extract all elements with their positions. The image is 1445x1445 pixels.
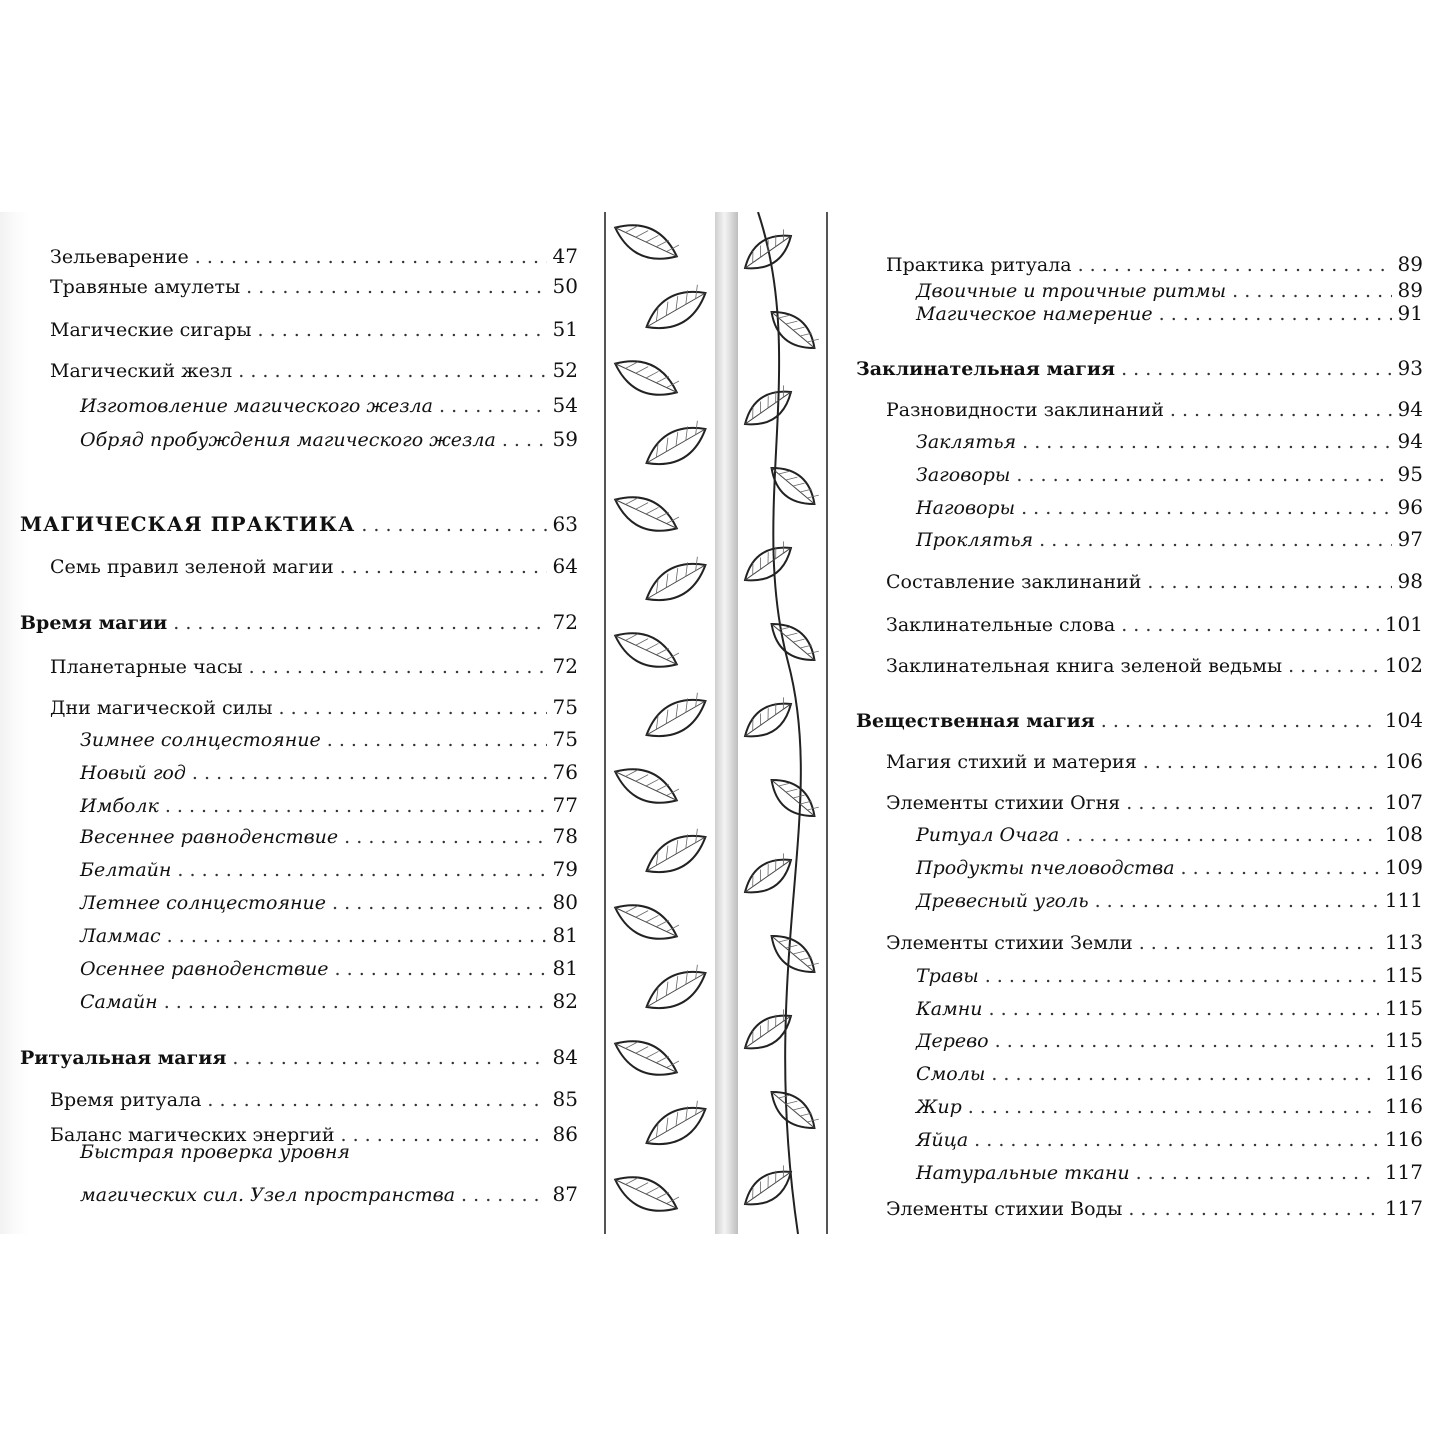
toc-entry-title: Заклинательная магия (856, 358, 1116, 380)
leader-dots (1126, 794, 1379, 813)
toc-page-number: 96 (1397, 495, 1423, 519)
toc-page-number: 75 (552, 695, 578, 719)
leaf-icon (609, 1167, 682, 1221)
toc-page-number: 89 (1397, 252, 1423, 276)
toc-entry (886, 792, 1423, 813)
toc-entry-title: Зельеварение (50, 246, 189, 268)
leader-dots (1128, 1200, 1378, 1219)
leaf-icon (764, 771, 822, 825)
leader-dots (173, 614, 546, 633)
toc-page-number: 64 (552, 554, 578, 578)
leaf-icon (640, 825, 713, 883)
toc-entry-title: Травяные амулеты (50, 276, 241, 298)
toc-entry (80, 762, 578, 783)
toc-entry (50, 319, 578, 340)
leader-dots (341, 1126, 547, 1145)
leader-dots (1078, 256, 1392, 275)
leader-dots (1016, 466, 1391, 485)
toc-entry (50, 1089, 578, 1110)
leader-dots (1181, 859, 1379, 878)
toc-page-number: 81 (552, 956, 578, 980)
toc-page-number: 97 (1397, 527, 1423, 551)
toc-page-number: 50 (552, 274, 578, 298)
toc-page-number: 87 (552, 1182, 578, 1206)
toc-page-number: 115 (1384, 996, 1423, 1020)
toc-entry-title: Изготовление магического жезла (80, 395, 433, 417)
leader-dots (207, 1091, 546, 1110)
toc-entry-title: Яйца (916, 1129, 969, 1151)
toc-entry-title: Планетарные часы (50, 656, 243, 678)
toc-page-number: 72 (552, 610, 578, 634)
leaf-icon (764, 1083, 822, 1137)
leader-dots (1232, 282, 1391, 301)
leader-dots (989, 1000, 1379, 1019)
toc-entry (916, 497, 1423, 518)
toc-entry-title: Жир (916, 1096, 962, 1118)
toc-entry-title: Элементы стихии Огня (886, 792, 1121, 814)
toc-page-number: 115 (1384, 1028, 1423, 1052)
leader-dots (1095, 892, 1379, 911)
toc-entry (916, 303, 1423, 324)
leader-dots (1121, 616, 1379, 635)
toc-entry (80, 991, 578, 1012)
leader-dots (335, 960, 547, 979)
toc-page-number: 79 (552, 857, 578, 881)
toc-page-number: 98 (1397, 569, 1423, 593)
toc-page-number: 116 (1384, 1061, 1423, 1085)
toc-page-number: 75 (552, 727, 578, 751)
leader-dots (995, 1032, 1379, 1051)
toc-page-number: 111 (1384, 888, 1423, 912)
toc-page-number: 117 (1384, 1196, 1423, 1220)
leaf-ornament-left (604, 212, 717, 1234)
leader-dots (192, 764, 547, 783)
toc-entry-title: Заклинательные слова (886, 614, 1116, 636)
leaf-icon (640, 1097, 713, 1155)
leader-dots (1159, 305, 1392, 324)
leaf-icon (609, 623, 682, 677)
leader-dots (195, 248, 547, 267)
toc-entry (916, 857, 1423, 878)
toc-entry (916, 890, 1423, 911)
leader-dots (344, 828, 546, 847)
toc-entry (80, 729, 578, 750)
toc-page-number: 102 (1384, 653, 1423, 677)
leaf-icon (738, 538, 798, 590)
toc-entry (916, 280, 1423, 301)
toc-page-number: 116 (1384, 1094, 1423, 1118)
leader-dots (249, 658, 547, 677)
toc-page-number: 47 (552, 244, 578, 268)
toc-page-number: 106 (1384, 749, 1423, 773)
toc-entry-title: Камни (916, 998, 983, 1020)
toc-entry-title: Новый год (80, 762, 186, 784)
toc-entry-title: Обряд пробуждения магического жезла (80, 429, 496, 451)
leader-dots (1039, 531, 1391, 550)
leader-dots (1065, 826, 1379, 845)
leaf-icon (609, 1031, 682, 1085)
toc-entry (80, 958, 578, 979)
toc-page-number: 115 (1384, 963, 1423, 987)
book-spread (0, 212, 1445, 1234)
toc-entry-title: Магический жезл (50, 360, 233, 382)
toc-page-number: 95 (1397, 462, 1423, 486)
leader-dots (461, 1186, 547, 1205)
leaf-icon (640, 417, 713, 475)
leader-dots (164, 993, 547, 1012)
right-toc (828, 212, 1445, 1234)
toc-entry (886, 399, 1423, 420)
leaf-icon (609, 759, 682, 813)
toc-entry-title: Заговоры (916, 464, 1011, 486)
leader-dots (1288, 657, 1379, 676)
toc-entry-title: Имболк (80, 795, 159, 817)
toc-entry (80, 395, 578, 416)
toc-entry (50, 556, 578, 577)
toc-entry (856, 358, 1423, 379)
toc-entry (916, 529, 1423, 550)
toc-entry-title: Наговоры (916, 497, 1016, 519)
leaf-icon (738, 850, 798, 902)
leader-dots (1021, 499, 1391, 518)
toc-page-number: 113 (1384, 930, 1423, 954)
leader-dots (991, 1065, 1379, 1084)
toc-entry (80, 795, 578, 816)
toc-entry-title: магических сил. Узел пространства (80, 1184, 456, 1206)
toc-entry (886, 932, 1423, 953)
toc-entry-title: Ритуальная магия (20, 1047, 227, 1069)
toc-entry-title: Вещественная магия (856, 710, 1095, 732)
toc-entry (916, 965, 1423, 986)
toc-page-number: 63 (552, 512, 578, 536)
toc-entry-title: Разновидности заклинаний (886, 399, 1164, 421)
toc-entry-title: Ритуал Очага (916, 824, 1060, 846)
toc-entry-title: Двоичные и троичные ритмы (916, 280, 1227, 302)
toc-entry (20, 612, 578, 633)
toc-entry-title: Травы (916, 965, 979, 987)
toc-entry (50, 656, 578, 677)
toc-page-number: 107 (1384, 790, 1423, 814)
toc-page-number: 94 (1397, 429, 1423, 453)
toc-entry-title: Дерево (916, 1030, 989, 1052)
leaf-icon (764, 615, 822, 669)
toc-entry-title: Элементы стихии Воды (886, 1198, 1123, 1220)
toc-entry-title: Самайн (80, 991, 158, 1013)
toc-entry-title: Осеннее равноденствие (80, 958, 329, 980)
toc-entry-title: Баланс магических энергий (50, 1124, 335, 1146)
toc-entry-title: Магическое намерение (916, 303, 1153, 325)
book-gutter (715, 212, 738, 1234)
toc-entry-title: Древесный уголь (916, 890, 1089, 912)
toc-entry (886, 571, 1423, 592)
toc-entry (916, 998, 1423, 1019)
toc-entry-title: Элементы стихии Земли (886, 932, 1133, 954)
toc-entry (80, 826, 578, 847)
toc-entry (50, 360, 578, 381)
toc-entry (886, 1198, 1423, 1219)
toc-page-number: 72 (552, 654, 578, 678)
leaf-icon (738, 1162, 798, 1214)
toc-entry (916, 1063, 1423, 1084)
leaf-icon (609, 215, 682, 269)
leader-dots (177, 861, 546, 880)
toc-entry (20, 514, 578, 535)
leader-dots (1170, 401, 1392, 420)
toc-entry-title: Смолы (916, 1063, 986, 1085)
leader-dots (439, 397, 547, 416)
toc-entry (80, 925, 578, 946)
leader-dots (1121, 360, 1391, 379)
toc-entry (916, 1129, 1423, 1150)
leader-dots (232, 1049, 546, 1068)
leader-dots (279, 699, 547, 718)
toc-entry-title: Белтайн (80, 859, 172, 881)
toc-entry (886, 751, 1423, 772)
toc-entry-title: Проклятья (916, 529, 1034, 551)
toc-entry (80, 892, 578, 913)
toc-entry (886, 614, 1423, 635)
toc-entry-title: Дни магической силы (50, 697, 273, 719)
toc-entry-title: Семь правил зеленой магии (50, 556, 334, 578)
leaf-icon (738, 226, 798, 278)
toc-entry (80, 859, 578, 880)
leaf-icon (640, 961, 713, 1019)
toc-entry (50, 276, 578, 297)
leaf-icon (609, 487, 682, 541)
leader-dots (502, 431, 547, 450)
toc-entry-title: МАГИЧЕСКАЯ ПРАКТИКА (20, 512, 356, 536)
leaf-icon (640, 553, 713, 611)
leader-dots (1101, 712, 1379, 731)
toc-page-number: 81 (552, 923, 578, 947)
leader-dots (1136, 1164, 1379, 1183)
toc-page-number: 91 (1397, 301, 1423, 325)
leaf-icon (609, 351, 682, 405)
toc-page-number: 86 (552, 1122, 578, 1146)
leaf-icon (738, 382, 798, 434)
leader-dots (985, 967, 1379, 986)
leaf-icon (640, 281, 713, 339)
toc-page-number: 54 (552, 393, 578, 417)
leaf-icon (640, 689, 713, 747)
toc-entry-title: Зимнее солнцестояние (80, 729, 321, 751)
toc-page-number: 94 (1397, 397, 1423, 421)
toc-page-number: 109 (1384, 855, 1423, 879)
toc-page-number: 78 (552, 824, 578, 848)
toc-page-number: 82 (552, 989, 578, 1013)
toc-entry-title: Магия стихий и материя (886, 751, 1137, 773)
leader-dots (332, 894, 547, 913)
leader-dots (974, 1131, 1379, 1150)
toc-page-number: 104 (1384, 708, 1423, 732)
toc-entry-title: Составление заклинаний (886, 571, 1142, 593)
toc-entry (856, 710, 1423, 731)
toc-page-number: 117 (1384, 1160, 1423, 1184)
toc-entry-title: Продукты пчеловодства (916, 857, 1175, 879)
toc-entry (916, 1096, 1423, 1117)
toc-entry-title: Магические сигары (50, 319, 252, 341)
toc-page-number: 51 (552, 317, 578, 341)
toc-entry (916, 824, 1423, 845)
leader-dots (258, 321, 547, 340)
toc-entry (80, 429, 578, 450)
toc-page-number: 85 (552, 1087, 578, 1111)
leaf-icon (764, 303, 822, 357)
toc-page-number: 84 (552, 1045, 578, 1069)
right-page (828, 212, 1445, 1234)
leader-dots (361, 516, 546, 535)
toc-page-number: 77 (552, 793, 578, 817)
toc-page-number: 108 (1384, 822, 1423, 846)
leaf-ornament-right (738, 212, 828, 1234)
toc-page-number: 76 (552, 760, 578, 784)
toc-entry-title: Ламмас (80, 925, 161, 947)
leader-dots (340, 558, 547, 577)
leader-dots (968, 1098, 1379, 1117)
leaf-icon (738, 1006, 798, 1058)
leader-dots (1147, 573, 1391, 592)
toc-entry (886, 254, 1423, 275)
leader-dots (327, 731, 547, 750)
leader-dots (1022, 433, 1391, 452)
leaf-icon (764, 459, 822, 513)
toc-page-number: 89 (1397, 278, 1423, 302)
leader-dots (1139, 934, 1379, 953)
toc-entry-multiline-line1: Быстрая проверка уровня (80, 1141, 350, 1163)
toc-entry-title: Заклятья (916, 431, 1017, 453)
toc-page-number: 80 (552, 890, 578, 914)
leader-dots (238, 362, 546, 381)
toc-entry (916, 431, 1423, 452)
toc-entry (50, 697, 578, 718)
leader-dots (167, 927, 547, 946)
toc-entry-multiline (80, 1184, 578, 1205)
toc-entry (916, 464, 1423, 485)
toc-entry-title: Заклинательная книга зеленой ведьмы (886, 655, 1283, 677)
toc-entry (886, 655, 1423, 676)
toc-page-number: 93 (1397, 356, 1423, 380)
leader-dots (246, 278, 546, 297)
toc-entry-title: Время ритуала (50, 1089, 202, 1111)
toc-page-number: 116 (1384, 1127, 1423, 1151)
leader-dots (165, 797, 547, 816)
leader-dots (1143, 753, 1379, 772)
leaf-icon (609, 895, 682, 949)
toc-entry (50, 246, 578, 267)
toc-page-number: 52 (552, 358, 578, 382)
toc-page-number: 101 (1384, 612, 1423, 636)
toc-entry (916, 1162, 1423, 1183)
toc-entry-title: Практика ритуала (886, 254, 1072, 276)
toc-entry-title: Время магии (20, 612, 168, 634)
toc-entry-title: Натуральные ткани (916, 1162, 1130, 1184)
toc-page-number: 59 (552, 427, 578, 451)
toc-entry-title: Летнее солнцестояние (80, 892, 327, 914)
toc-entry (20, 1047, 578, 1068)
toc-entry (916, 1030, 1423, 1051)
toc-entry-title: Весеннее равноденствие (80, 826, 339, 848)
leaf-icon (738, 694, 798, 746)
leaf-icon (764, 927, 822, 981)
